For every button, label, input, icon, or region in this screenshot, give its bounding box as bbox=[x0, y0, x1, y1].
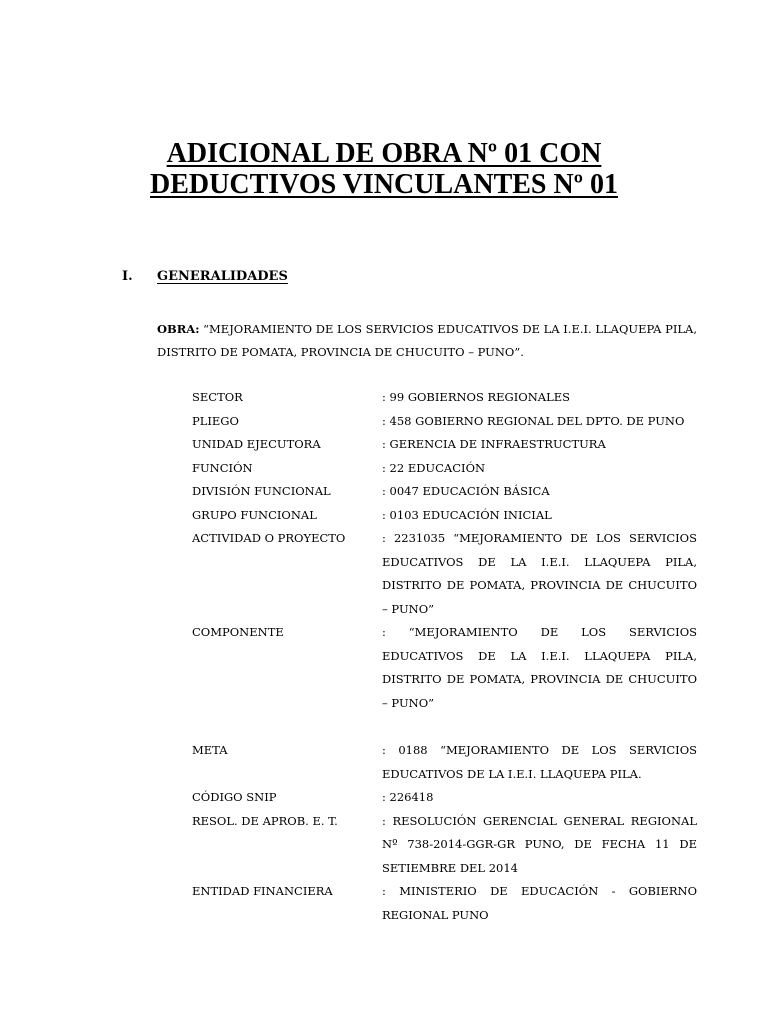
specs-list bbox=[192, 386, 697, 927]
spec-key: COMPONENTE bbox=[192, 625, 284, 639]
spec-row-componente bbox=[192, 621, 697, 715]
spec-key: RESOL. DE APROB. E. T. bbox=[192, 813, 338, 828]
spec-key: ENTIDAD FINANCIERA bbox=[192, 884, 333, 898]
spec-key: FUNCIÓN bbox=[192, 460, 253, 475]
spec-value: : 458 GOBIERNO REGIONAL DEL DPTO. DE PUNO bbox=[382, 413, 685, 428]
spec-row-division-funcional bbox=[192, 480, 697, 504]
spec-value: : 2231035 “MEJORAMIENTO DE LOS SERVICIOS EDUCATIVOS DE LA I.E.I. LLAQUEPA PILA, DISTRITO DE POMATA, PROVINCIA DE CHUCUITO – PUNO” bbox=[382, 531, 697, 616]
spec-key: ACTIVIDAD O PROYECTO bbox=[192, 531, 346, 545]
spec-value: : 0103 EDUCACIÓN INICIAL bbox=[382, 507, 552, 522]
spec-key: DIVISIÓN FUNCIONAL bbox=[192, 484, 331, 498]
spec-value: : 99 GOBIERNOS REGIONALES bbox=[382, 390, 570, 404]
spec-value: : 226418 bbox=[382, 790, 434, 804]
section-number: I. bbox=[122, 269, 133, 284]
spacer bbox=[192, 715, 697, 739]
spec-value: : RESOLUCIÓN GERENCIAL GENERAL REGIONAL Nº 738-2014-GGR-GR PUNO, DE FECHA 11 DE SETIEMBRE DEL 2014 bbox=[382, 813, 697, 875]
spec-key: GRUPO FUNCIONAL bbox=[192, 507, 317, 522]
spec-row-resol-aprob bbox=[192, 810, 697, 881]
section-heading bbox=[122, 269, 288, 284]
spec-value: : MINISTERIO DE EDUCACIÓN - GOBIERNO REGIONAL PUNO bbox=[382, 884, 697, 922]
obra-text: “MEJORAMIENTO DE LOS SERVICIOS EDUCATIVOS DE LA I.E.I. LLAQUEPA PILA, DISTRITO DE POMATA, PROVINCIA DE CHUCUITO – PUNO”. bbox=[157, 322, 698, 359]
spec-row-codigo-snip bbox=[192, 786, 697, 810]
spec-row-sector bbox=[192, 386, 697, 410]
spec-row-funcion bbox=[192, 457, 697, 481]
spec-row-meta bbox=[192, 739, 697, 786]
spec-row-unidad-ejecutora bbox=[192, 433, 697, 457]
spec-key: META bbox=[192, 743, 228, 757]
spec-row-grupo-funcional bbox=[192, 504, 697, 528]
spec-key: UNIDAD EJECUTORA bbox=[192, 437, 321, 451]
spec-row-pliego bbox=[192, 410, 697, 434]
obra-paragraph bbox=[157, 318, 697, 364]
obra-label: OBRA: bbox=[157, 322, 200, 336]
spec-value: : 22 EDUCACIÓN bbox=[382, 460, 486, 475]
title-line-2: DEDUCTIVOS VINCULANTES Nº 01 bbox=[150, 169, 618, 200]
spec-key: SECTOR bbox=[192, 390, 243, 404]
spec-value: : GERENCIA DE INFRAESTRUCTURA bbox=[382, 437, 606, 451]
title-line-1: ADICIONAL DE OBRA Nº 01 CON bbox=[166, 138, 602, 169]
spec-key: CÓDIGO SNIP bbox=[192, 790, 277, 804]
spec-value: : 0188 “MEJORAMIENTO DE LOS SERVICIOS EDUCATIVOS DE LA I.E.I. LLAQUEPA PILA. bbox=[382, 743, 697, 781]
spec-row-entidad-financiera bbox=[192, 880, 697, 927]
document-title bbox=[0, 138, 768, 200]
section-label: GENERALIDADES bbox=[157, 269, 288, 284]
spec-value: : “MEJORAMIENTO DE LOS SERVICIOS EDUCATIVOS DE LA I.E.I. LLAQUEPA PILA, DISTRITO DE POMATA, PROVINCIA DE CHUCUITO – PUNO” bbox=[382, 625, 697, 710]
spec-key: PLIEGO bbox=[192, 413, 239, 428]
spec-row-actividad-proyecto bbox=[192, 527, 697, 621]
spec-value: : 0047 EDUCACIÓN BÁSICA bbox=[382, 484, 550, 498]
